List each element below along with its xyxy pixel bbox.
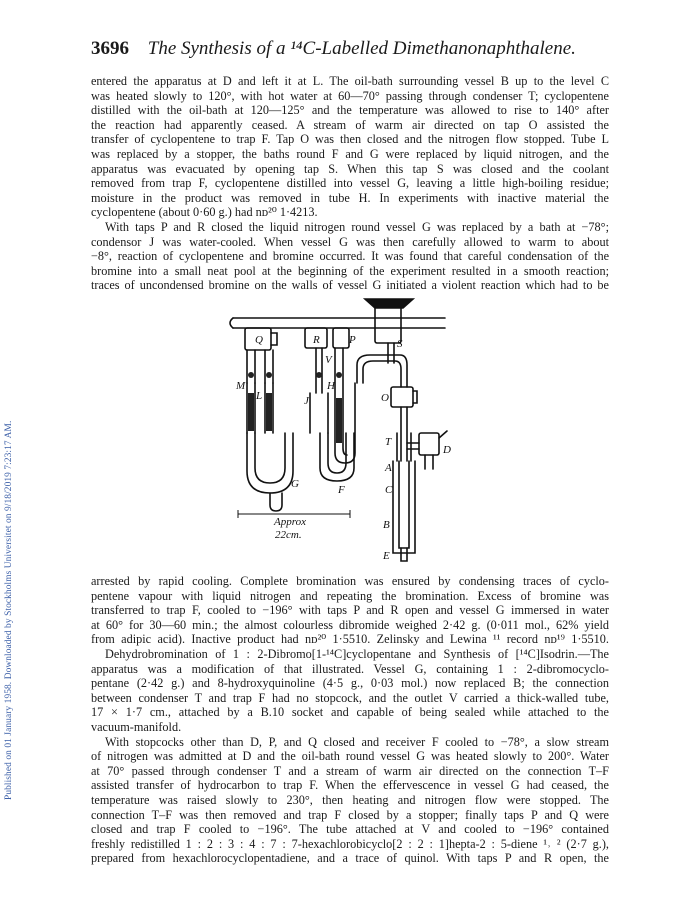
- lower-paragraph-line: at 60° for 30—60 min.; the almost colourless dibromide weighed 2·42 g. (0·011 mol., 62% yield: [91, 617, 609, 632]
- label-C: C: [385, 484, 393, 496]
- label-V: V: [325, 354, 332, 366]
- lower-paragraph-line: closed and trap F cooled to −196°. The tube attached at V and cooled to −196° contained: [91, 822, 609, 837]
- label-G: G: [291, 478, 299, 490]
- lower-paragraph-line: of nitrogen was admitted at D and the oil-bath round vessel G was heated slowly to 200°. Water: [91, 749, 609, 764]
- upper-paragraph-line: removed from trap F, cyclopentene distilled into vessel G, leaving a little high-boiling residue;: [91, 176, 609, 191]
- label-A: A: [385, 462, 392, 474]
- label-M: M: [236, 380, 246, 392]
- download-watermark: [2, 80, 18, 910]
- lower-paragraph-line: connection T–F was then removed and trap F closed by a stopper; finally taps P and Q were: [91, 807, 609, 822]
- lower-paragraph-line: assisted transfer of hydrocarbon to trap F. When the effervescence in vessel G had ceased, the: [91, 778, 609, 793]
- label-R: R: [313, 334, 320, 346]
- label-J: J: [304, 395, 309, 407]
- download-watermark-text: Published on 01 January 1958. Downloaded by Stockholms Universitet on 9/18/2019 7:23:17 AM.: [4, 420, 14, 800]
- label-S: S: [397, 338, 403, 350]
- label-D: D: [443, 444, 451, 456]
- upper-paragraph-line: With taps P and R closed the liquid nitrogen round vessel G was replaced by a bath at −78°;: [105, 219, 609, 234]
- lower-paragraph-line: between condenser T and trap F had no stopcock, and the outlet V carried a thick-walled tube,: [91, 690, 609, 705]
- upper-paragraph-line: cyclopentene (about 0·60 g.) had nᴅ²⁰ 1·4213.: [91, 205, 318, 220]
- page-number: 3696: [91, 38, 129, 59]
- label-B: B: [383, 519, 390, 531]
- apparatus-diagram: [225, 283, 485, 568]
- lower-paragraph-line: temperature was raised slowly to 230°, then heating and nitrogen flow were stopped. The: [91, 792, 609, 807]
- lower-paragraph-line: from adipic acid). Inactive product had nᴅ²⁰ 1·5510. Zelinsky and Lewina ¹¹ record nᴅ¹⁹ 1·5510.: [91, 632, 609, 647]
- lower-paragraph-line: vacuum-manifold.: [91, 719, 182, 734]
- scale-label-approx: Approx: [274, 516, 306, 528]
- label-L: L: [256, 390, 263, 402]
- upper-paragraph-line: apparatus was evacuated by opening tap S. When this tap S was closed and the coolant: [91, 161, 609, 176]
- label-Q: Q: [255, 334, 263, 346]
- lower-paragraph-line: pentane (2·42 g.) and 8-hydroxyquinoline (4·5 g., 0·03 mol.) now replaced B; the connection: [91, 676, 609, 691]
- paragraph-upper: [91, 74, 609, 293]
- label-E: E: [383, 550, 390, 562]
- lower-paragraph-line: prepared from hexachlorocyclopentadiene, and a trace of quinol. With taps P and R open, the: [91, 851, 609, 866]
- paragraph-lower: [91, 574, 609, 866]
- scale-label-length: 22cm.: [275, 529, 302, 541]
- upper-paragraph-line: traces of uncondensed bromine on the walls of vessel G initiated a violent reaction which had to be: [91, 278, 609, 293]
- lower-paragraph-line: 17 × 1·7 cm., attached by a B.10 socket and capable of being sealed while attached to the: [91, 705, 609, 720]
- apparatus-figure: [225, 283, 485, 568]
- lower-paragraph-line: transferred to trap F, cooled to −196° with taps P and R open and vessel G immersed in water: [91, 603, 609, 618]
- lower-paragraph-line: apparatus was a modification of that illustrated. Vessel G, containing 1 : 2-dibromocyclo-: [91, 661, 609, 676]
- upper-paragraph-line: entered the apparatus at D and left it at L. The oil-bath surrounding vessel B up to the level C: [91, 74, 609, 88]
- upper-paragraph-line: condensor J was water-cooled. When vessel G was then carefully allowed to warm to about: [91, 234, 609, 249]
- upper-paragraph-line: transfer of cyclopentene to trap F. Tap O was then closed and the nitrogen flow stopped. Tube L: [91, 132, 609, 147]
- label-P: P: [349, 334, 356, 346]
- upper-paragraph-line: distilled with the oil-bath at 120—125° and the temperature was allowed to rise to 140° after: [91, 103, 609, 118]
- label-H: H: [327, 380, 335, 392]
- lower-paragraph-line: Dehydrobromination of 1 : 2-Dibromo[1-¹⁴C]cyclopentane and Synthesis of [¹⁴C]Isodrin.—The: [105, 646, 609, 661]
- upper-paragraph-line: bromine into a small neat pool at the beginning of the experiment resulted in a smooth reaction;: [91, 263, 609, 278]
- lower-paragraph-line: With stopcocks other than D, P, and Q closed and receiver F cooled to −78°, a slow stream: [105, 734, 609, 749]
- upper-paragraph-line: moisture in the product was removed in tube H. In experiments with inactive material the: [91, 190, 609, 205]
- page-header: [91, 38, 611, 64]
- label-T: T: [385, 436, 392, 448]
- lower-paragraph-line: arrested by rapid cooling. Complete bromination was ensured by condensing traces of cyclo-: [91, 574, 609, 588]
- running-title: The Synthesis of a ¹⁴C-Labelled Dimethanonaphthalene.: [147, 38, 576, 59]
- lower-paragraph-line: at 70° passed through condenser T and a stream of warm air directed on the connection T–F: [91, 763, 609, 778]
- upper-paragraph-line: −8°, reaction of cyclopentene and bromine occurred. It was found that careful condensation of the: [91, 249, 609, 264]
- label-O: O: [381, 392, 389, 404]
- label-F: F: [338, 484, 345, 496]
- upper-paragraph-line: was heated slowly to 120°, with hot water at 60—70° passing through condenser T; cyclopentene: [91, 88, 609, 103]
- upper-paragraph-line: the reaction had apparently ceased. A stream of warm air directed on tap O assisted the: [91, 117, 609, 132]
- lower-paragraph-line: freshly redistilled 1 : 2 : 3 : 4 : 7 : 7-hexachlorobicyclo[2 : 2 : 1]hepta-2 : 5-diene ¹˒ ² (2·7 g.),: [91, 836, 609, 851]
- lower-paragraph-line: pentene vapour with liquid nitrogen and repeating the bromination. Excess of bromine was: [91, 588, 609, 603]
- upper-paragraph-line: was replaced by a stopper, the baths round F and G were replaced by liquid nitrogen, and the: [91, 146, 609, 161]
